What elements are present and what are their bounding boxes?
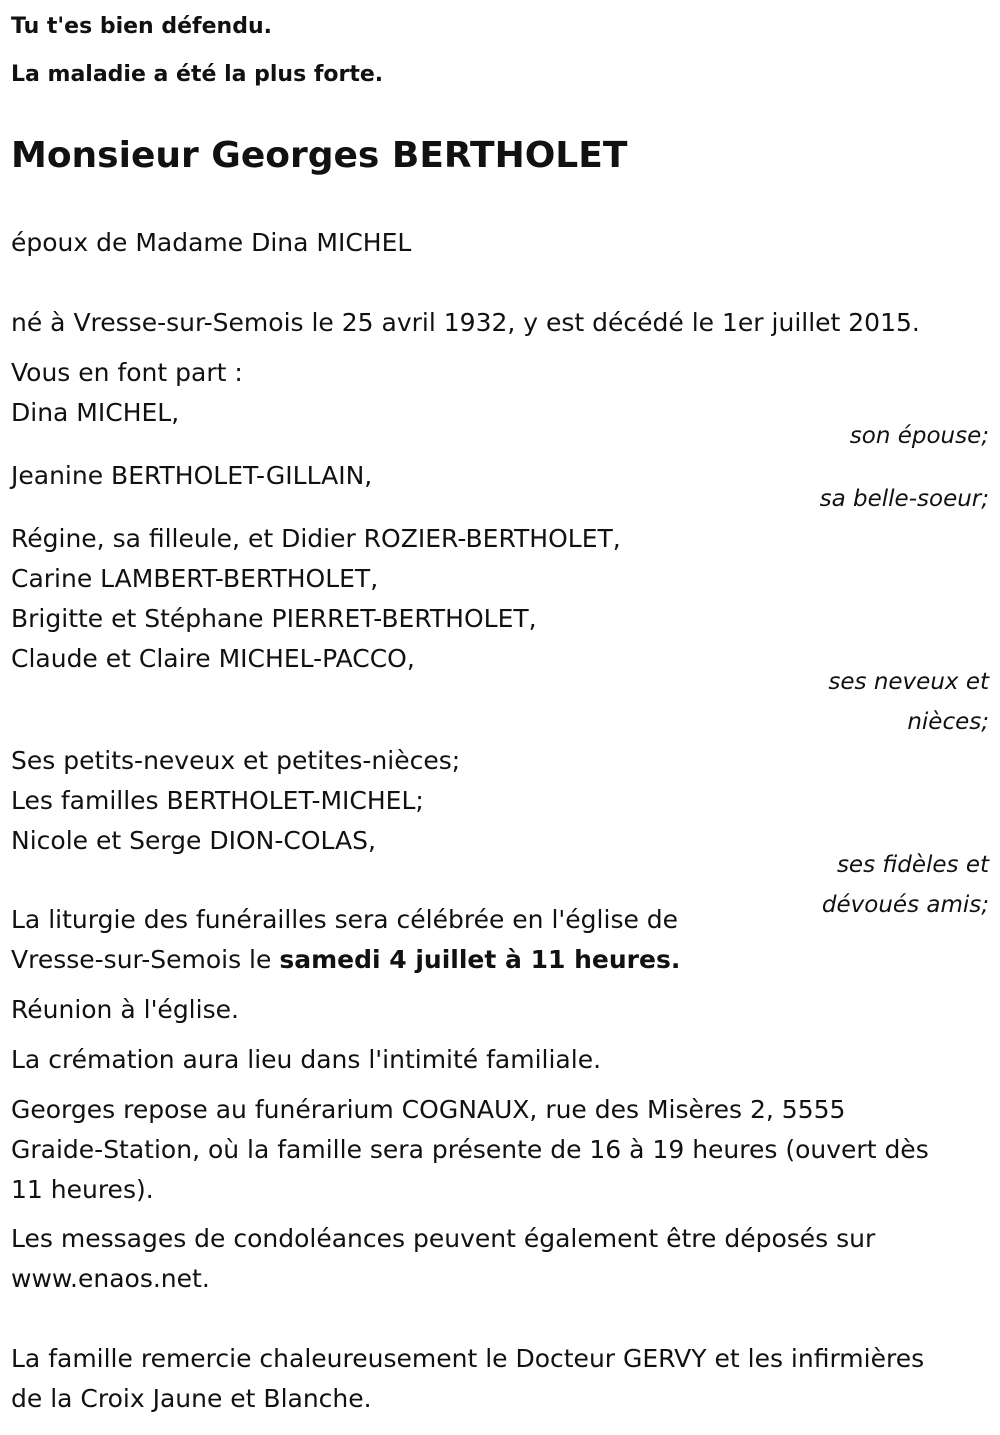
family-name: Ses petits-neveux et petites-nièces; — [11, 746, 461, 775]
rest-line: 11 heures). — [11, 1175, 154, 1204]
spouse-line: époux de Madame Dina MICHEL — [11, 228, 412, 257]
family-name: Dina MICHEL, — [11, 398, 180, 427]
family-role: dévoués amis; — [821, 892, 989, 918]
rest-line: Georges repose au funérarium COGNAUX, rue des Misères 2, 5555 — [11, 1095, 846, 1124]
condolences-link: www.enaos.net. — [11, 1264, 210, 1293]
announce-line: Vous en font part : — [11, 358, 243, 387]
family-name: Régine, sa filleule, et Didier ROZIER-BERTHOLET, — [11, 524, 621, 553]
family-role: ses neveux et — [828, 669, 989, 695]
birth-death-line: né à Vresse-sur-Semois le 25 avril 1932, y est décédé le 1er juillet 2015. — [11, 308, 920, 337]
family-role: ses fidèles et — [836, 852, 989, 878]
epigraph-line-2: La maladie a été la plus forte. — [11, 62, 384, 87]
family-name: Les familles BERTHOLET-MICHEL; — [11, 786, 424, 815]
funeral-line-1: La liturgie des funérailles sera célébrée en l'église de — [11, 905, 679, 934]
funeral-date: samedi 4 juillet à 11 heures. — [279, 945, 681, 974]
family-role: sa belle-soeur; — [819, 486, 989, 512]
family-role: nièces; — [907, 709, 989, 735]
rest-line: Graide-Station, où la famille sera présente de 16 à 19 heures (ouvert dès — [11, 1135, 929, 1164]
family-name: Brigitte et Stéphane PIERRET-BERTHOLET, — [11, 604, 537, 633]
thanks-line: de la Croix Jaune et Blanche. — [11, 1384, 372, 1413]
condolences-line: Les messages de condoléances peuvent également être déposés sur — [11, 1224, 876, 1253]
family-role: son épouse; — [849, 423, 989, 449]
family-name: Nicole et Serge DION-COLAS, — [11, 826, 376, 855]
family-name: Carine LAMBERT-BERTHOLET, — [11, 564, 379, 593]
deceased-name: Monsieur Georges BERTHOLET — [11, 135, 628, 176]
family-name: Jeanine BERTHOLET-GILLAIN, — [11, 461, 373, 490]
epigraph-line-1: Tu t'es bien défendu. — [11, 14, 272, 39]
cremation-line: La crémation aura lieu dans l'intimité familiale. — [11, 1045, 602, 1074]
meeting-line: Réunion à l'église. — [11, 995, 239, 1024]
thanks-line: La famille remercie chaleureusement le Docteur GERVY et les infirmières — [11, 1344, 925, 1373]
funeral-prefix: Vresse-sur-Semois le — [11, 945, 280, 974]
funeral-line-2 — [11, 945, 680, 975]
family-name: Claude et Claire MICHEL-PACCO, — [11, 644, 415, 673]
